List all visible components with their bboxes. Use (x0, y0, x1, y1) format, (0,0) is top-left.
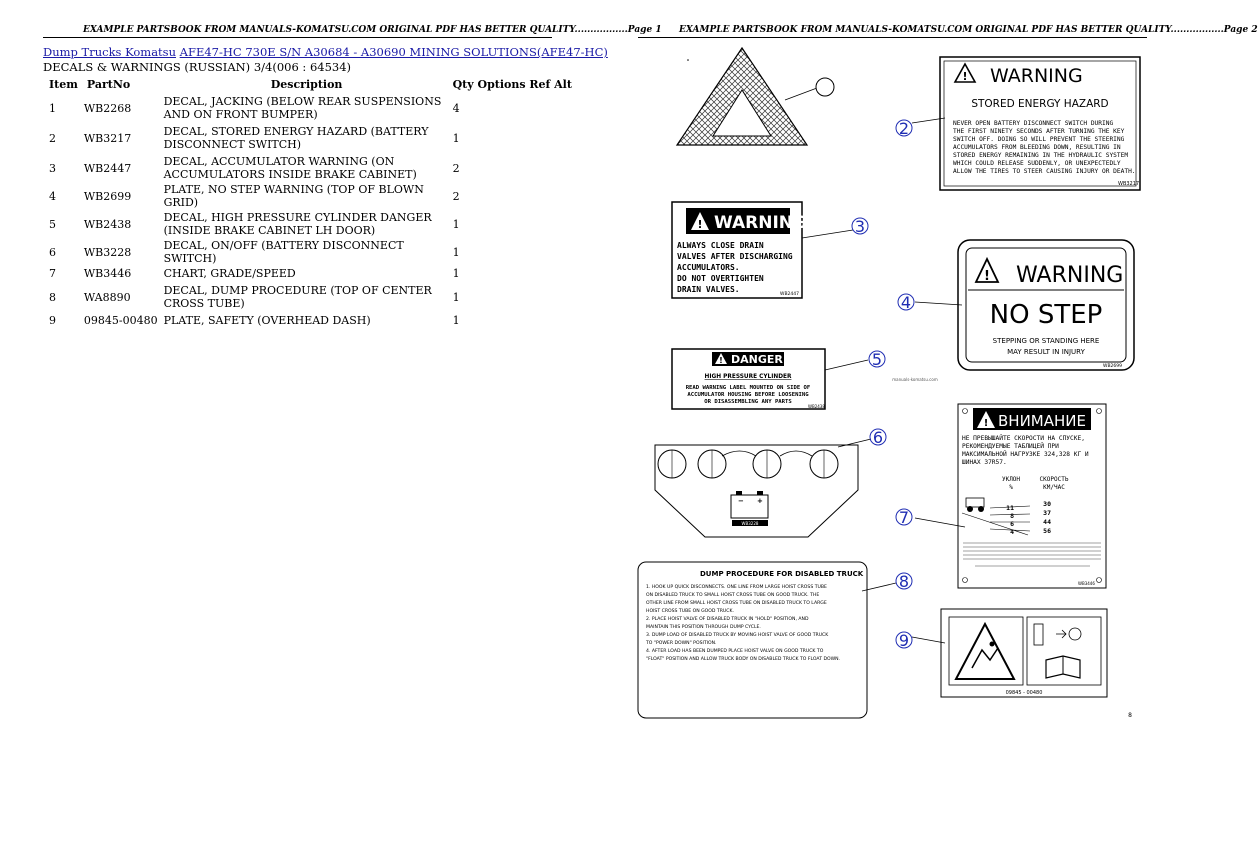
section-title: DECALS & WARNINGS (RUSSIAN) 3/4(006 : 64534) (43, 60, 352, 74)
cell-partno: WB3446 (83, 267, 132, 280)
decal3-line: VALVES AFTER DISCHARGING (677, 252, 793, 261)
decal8-step: OTHER LINE FROM SMALL HOIST CROSS TUBE ON DISABLED TRUCK TO LARGE (646, 601, 827, 606)
callout-5: 5 (871, 350, 883, 369)
cell-partno: WB3217 (83, 131, 132, 145)
decal2-line: NEVER OPEN BATTERY DISCONNECT SWITCH DURING (953, 120, 1114, 127)
decal3-line: ALWAYS CLOSE DRAIN (677, 241, 764, 250)
cell-qty: 1 (452, 217, 460, 231)
callout-2: 2 (898, 119, 910, 138)
cell-item: 9 (49, 314, 56, 327)
table-row (43, 123, 575, 153)
parts-illustration (595, 0, 1190, 842)
header-alt: Alt (554, 78, 572, 91)
decal7-col2: СКОРОСТЬ (1039, 476, 1069, 483)
cell-item: 1 (49, 101, 56, 115)
no-step-decal (915, 240, 1134, 370)
decal7-grade: 4 (1010, 528, 1014, 536)
decal2-line: ALLOW THE TIRES TO STEER CAUSING INJURY OR DEATH. (953, 168, 1136, 175)
decal6-code: WB3228 (741, 521, 759, 526)
table-row (43, 265, 575, 282)
cell-partno: WB2268 (83, 101, 132, 115)
decal2-code: WB3217 (1118, 181, 1140, 187)
table-row (43, 312, 575, 329)
page-mark: 8 (1128, 712, 1132, 719)
cell-partno: WA8890 (83, 290, 131, 304)
decal5-line: ACCUMULATOR HOUSING BEFORE LOOSENING (687, 392, 809, 398)
dump-procedure-decal (638, 562, 896, 718)
decal3-code: WB2447 (780, 292, 799, 297)
decal8-step: MAINTAIN THIS POSITION THROUGH DUMP CYCLE. (646, 625, 761, 630)
decal8-step: 2. PLACE HOIST VALVE OF DISABLED TRUCK IN "HOLD" POSITION, AND (646, 617, 809, 622)
cell-item: 6 (49, 245, 56, 259)
grade-speed-chart (915, 404, 1106, 588)
decal7-line: РЕКОМЕНДУЕМЫЕ ТАБЛИЦЕЙ ПРИ (962, 443, 1059, 450)
cell-description: DECAL, HIGH PRESSURE CYLINDER DANGER (INSIDE BRAKE CABINET LH DOOR) (163, 211, 432, 237)
decal5-title: DANGER (731, 353, 783, 366)
decal8-step: TO "POWER DOWN" POSITION. (646, 641, 717, 646)
header-ref: Ref (529, 78, 551, 91)
cell-qty: 1 (452, 131, 460, 145)
header-qty-options-ref-alt (453, 76, 575, 93)
decal2-subtitle: STORED ENERGY HAZARD (971, 98, 1109, 110)
decal4-line: MAY RESULT IN INJURY (1007, 348, 1085, 356)
cell-qty: 2 (452, 161, 460, 175)
safety-plate (912, 609, 1107, 697)
cell-qty: 1 (452, 290, 460, 304)
decal4-code: WB2699 (1103, 364, 1122, 369)
danger-decal (672, 349, 868, 409)
decal8-step: 3. DUMP LOAD OF DISABLED TRUCK BY MOVING HOIST VALVE OF GOOD TRUCK (646, 633, 829, 638)
cell-qty: 1 (452, 267, 460, 280)
svg-text:!: ! (719, 356, 723, 365)
cell-partno: WB2438 (83, 217, 132, 231)
table-row (43, 209, 575, 239)
decal8-step: HOIST CROSS TUBE ON GOOD TRUCK. (646, 609, 734, 614)
breadcrumb-link-catalog[interactable]: Dump Trucks Komatsu (43, 45, 176, 59)
svg-text:+: + (757, 497, 763, 505)
callout-8: 8 (898, 572, 910, 591)
callout-9: 9 (898, 631, 910, 650)
page-header: EXAMPLE PARTSBOOK FROM MANUALS-KOMATSU.COM ORIGINAL PDF HAS BETTER QUALITY.................Page 1 (83, 25, 662, 35)
header-rule (43, 37, 552, 38)
cell-qty: 1 (452, 245, 460, 259)
decal7-line: ШИНАХ 37R57. (962, 459, 1007, 466)
header-item: Item (49, 78, 78, 91)
cell-qty: 1 (452, 314, 460, 327)
cell-description: DECAL, STORED ENERGY HAZARD (BATTERY DISCONNECT SWITCH) (163, 125, 429, 151)
table-row (43, 153, 575, 183)
stored-energy-decal (912, 57, 1140, 190)
callout-circle (816, 78, 834, 96)
cell-description: PLATE, NO STEP WARNING (TOP OF BLOWN GRID) (163, 183, 424, 209)
decal3-line: DRAIN VALVES. (677, 285, 740, 294)
header-options: Options (477, 78, 526, 91)
cell-description: DECAL, ACCUMULATOR WARNING (ON ACCUMULATORS INSIDE BRAKE CABINET) (163, 155, 417, 181)
decal5-line: OR DISASSEMBLING ANY PARTS (704, 399, 792, 405)
cell-qty: 4 (452, 101, 460, 115)
callout-6: 6 (872, 428, 884, 447)
header-description: Description (270, 78, 343, 91)
decal7-col1: УКЛОН (1001, 476, 1021, 483)
decal7-speed: 30 (1043, 500, 1051, 508)
cell-partno: 09845-00480 (83, 314, 158, 327)
battery-switch-plate (655, 439, 871, 537)
jacking-decal (677, 48, 834, 145)
table-row (43, 282, 575, 312)
cell-partno: WB2699 (83, 189, 132, 203)
watermark: manuals-komatsu.com (892, 377, 938, 382)
table-header-row (43, 76, 575, 93)
svg-text:!: ! (984, 269, 990, 284)
decal7-grade: 6 (1010, 520, 1014, 528)
decal7-speed: 56 (1043, 527, 1051, 535)
page-header: EXAMPLE PARTSBOOK FROM MANUALS-KOMATSU.COM ORIGINAL PDF HAS BETTER QUALITY.................Page 2 (679, 25, 1258, 35)
decal5-code: WB2438 (808, 404, 825, 409)
decal8-step: 1. HOOK UP QUICK DISCONNECTS. ONE LINE FROM LARGE HOIST CROSS TUBE (646, 585, 827, 590)
decal3-title: WARNING (714, 213, 807, 233)
decal3-line: DO NOT OVERTIGHTEN (677, 274, 764, 283)
cell-description: DECAL, ON/OFF (BATTERY DISCONNECT SWITCH) (163, 239, 404, 265)
decal2-line: THE FIRST NINETY SECONDS AFTER TURNING THE KEY (953, 128, 1125, 135)
cell-item: 7 (49, 267, 56, 280)
decal7-grade: 8 (1010, 512, 1014, 520)
right-page (595, 0, 1258, 842)
accumulator-warning-decal (672, 202, 853, 298)
callout-3: 3 (854, 217, 866, 236)
decal7-col1: % (1009, 484, 1013, 491)
svg-text:!: ! (697, 218, 703, 231)
decal8-step: 4. AFTER LOAD HAS BEEN DUMPED PLACE HOIST VALVE ON GOOD TRUCK TO (646, 649, 824, 654)
decal7-speed: 44 (1043, 518, 1051, 526)
decal7-col2: КМ/ЧАС (1043, 484, 1065, 491)
decal8-step: "FLOAT" POSITION AND ALLOW TRUCK BODY ON DISABLED TRUCK TO FLOAT DOWN. (646, 657, 841, 662)
decal7-title: ВНИМАНИЕ (998, 412, 1086, 430)
table-row (43, 183, 575, 209)
decal4-title: WARNING (1016, 263, 1124, 288)
breadcrumb-link-model[interactable]: AFE47-HC 730E S/N A30684 - A30690 MINING SOLUTIONS(AFE47-HC) (179, 45, 608, 59)
decal7-grade: 11 (1006, 504, 1014, 512)
header-partno: PartNo (86, 78, 131, 91)
decal7-line: НЕ ПРЕВЫШАЙТЕ СКОРОСТИ НА СПУСКЕ, (962, 435, 1085, 442)
cell-item: 4 (49, 189, 56, 203)
cell-item: 2 (49, 131, 56, 145)
cell-description: DECAL, JACKING (BELOW REAR SUSPENSIONS AND ON FRONT BUMPER) (163, 95, 442, 121)
decal7-line: МАКСИМАЛЬНОЙ НАГРУЗКЕ 324,328 КГ И (962, 451, 1089, 458)
callout-4: 4 (900, 293, 912, 312)
decal4-main: NO STEP (989, 300, 1103, 330)
decal3-line: ACCUMULATORS. (677, 263, 740, 272)
decal8-step: ON DISABLED TRUCK TO SMALL HOIST CROSS TUBE ON GOOD TRUCK. THE (646, 593, 820, 598)
callout-7: 7 (898, 508, 910, 527)
table-row (43, 239, 575, 265)
decal2-line: STORED ENERGY REMAINING IN THE HYDRAULIC SYSTEM (953, 152, 1129, 159)
cell-item: 3 (49, 161, 56, 175)
decal5-line: READ WARNING LABEL MOUNTED ON SIDE OF (685, 385, 811, 391)
decal2-line: SWITCH OFF. DOING SO WILL PREVENT THE STEERING (953, 136, 1125, 143)
breadcrumb (43, 45, 608, 59)
decal2-line: WHICH COULD RELEASE SUDDENLY, OR UNEXPECTEDLY (953, 160, 1121, 167)
table-row (43, 93, 575, 123)
decal2-line: ACCUMULATORS FROM BLEEDING DOWN, RESULTING IN (953, 144, 1121, 151)
decal7-code: WB3446 (1078, 581, 1095, 586)
decal9-code: 09845 - 00480 (1005, 690, 1043, 696)
cell-description: CHART, GRADE/SPEED (163, 267, 296, 280)
cell-description: PLATE, SAFETY (OVERHEAD DASH) (163, 314, 371, 327)
cell-item: 8 (49, 290, 56, 304)
decal5-subtitle: HIGH PRESSURE CYLINDER (704, 374, 792, 380)
cell-partno: WB3228 (83, 245, 132, 259)
cell-description: DECAL, DUMP PROCEDURE (TOP OF CENTER CROSS TUBE) (163, 284, 432, 310)
decal8-title: DUMP PROCEDURE FOR DISABLED TRUCK (700, 570, 864, 578)
header-qty: Qty (452, 78, 474, 91)
decal7-speed: 37 (1043, 509, 1051, 517)
svg-text:!: ! (962, 70, 968, 83)
svg-text:−: − (738, 497, 744, 505)
decal4-line: STEPPING OR STANDING HERE (992, 337, 1100, 345)
cell-qty: 2 (452, 189, 460, 203)
decal2-title: WARNING (990, 65, 1083, 87)
parts-table (43, 76, 575, 329)
svg-text:!: ! (983, 418, 989, 429)
cell-item: 5 (49, 217, 56, 231)
cell-partno: WB2447 (83, 161, 132, 175)
